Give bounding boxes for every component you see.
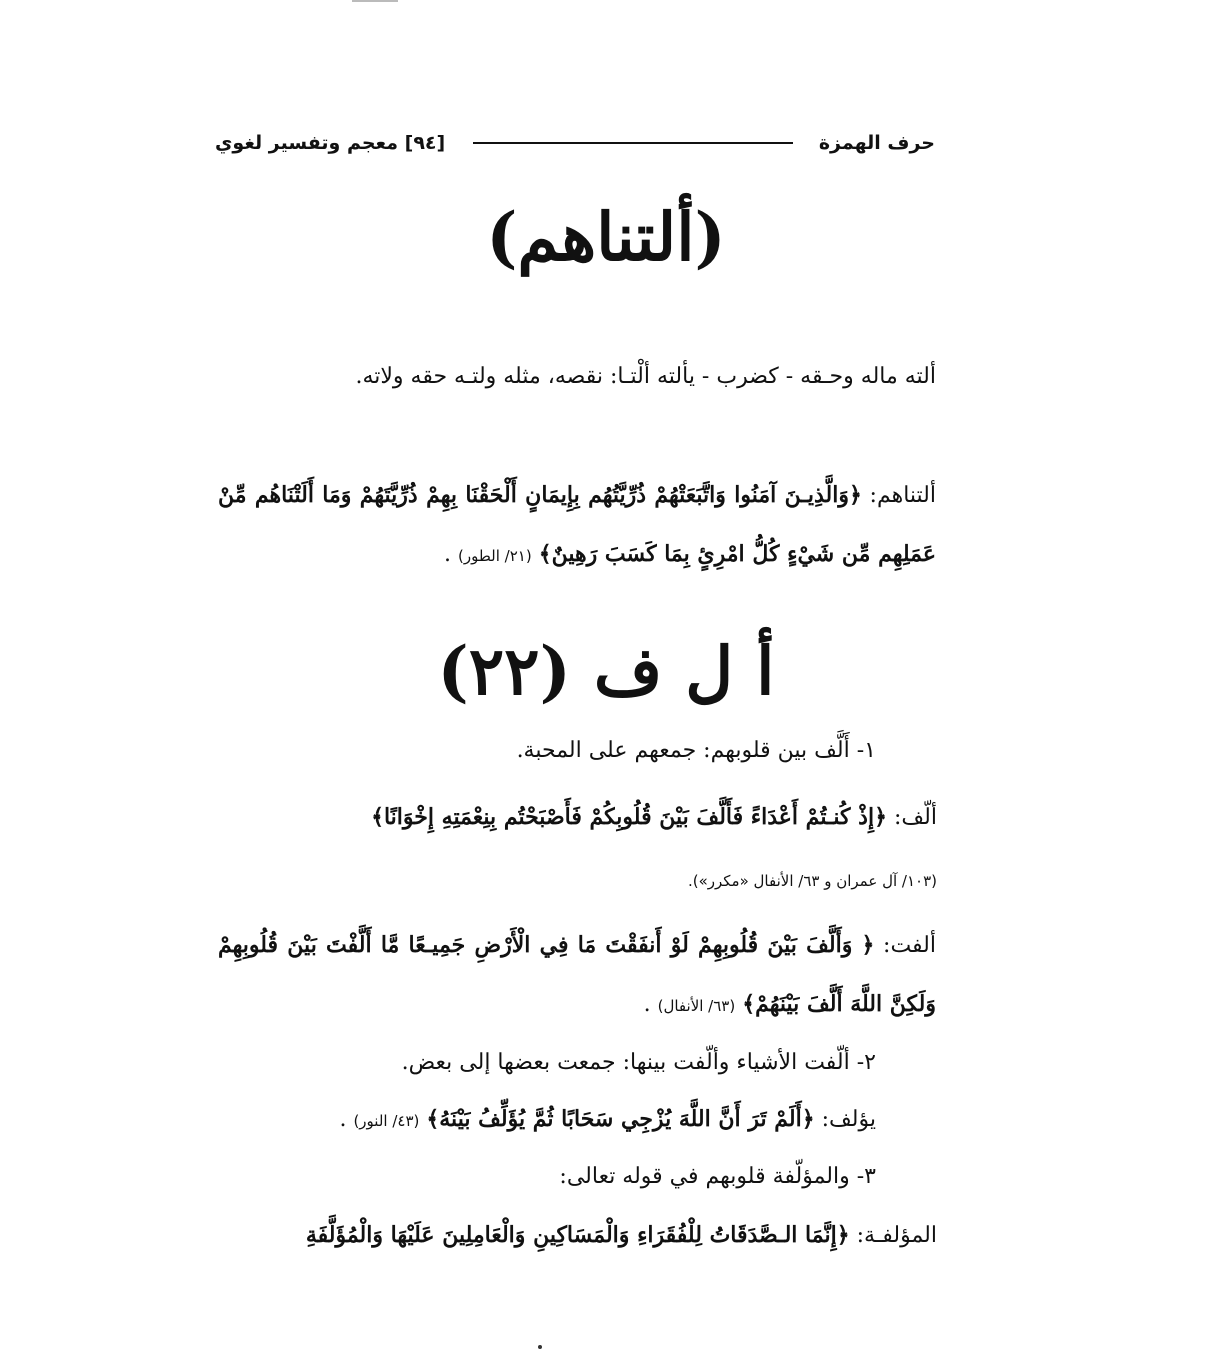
definition-text: ألته ماله وحـقه - كضرب - يألته ألْتـا: نقصه، مثله ولتـه حقه ولاته. xyxy=(355,364,936,389)
quran-quote: ﴿وَالَّذِيـنَ آمَنُوا وَاتَّبَعَتْهُمْ ذُرِّيَّتُهُم بِإِيمَانٍ أَلْحَقْنَا بِهِمْ ذُرِّيَّتَهُمْ وَمَا أَلَتْنَاهُم مِّنْ عَمَلِهِم مِّن شَيْءٍ كُلُّ امْرِئٍ بِمَا كَسَبَ رَهِينٌ﴾ xyxy=(218,482,936,567)
entry-quote xyxy=(218,466,936,585)
sense-1b-text: ﴿ وَأَلَّفَ بَيْنَ قُلُوبِهِمْ لَوْ أَنفَقْتَ مَا فِي الْأَرْضِ جَمِيـعًا مَّا أَلَّفْتَ بَيْنَ قُلُوبِهِمْ وَلَكِنَّ اللَّهَ أَلَّفَ بَيْنَهُمْ﴾ xyxy=(218,932,936,1017)
sense-1: ١- أَلَّف بين قلوبهم: جمعهم على المحبة. xyxy=(516,738,876,763)
running-header xyxy=(215,126,935,160)
sense-2: ٢- ألّفت الأشياء وألّفت بينها: جمعت بعضها إلى بعض. xyxy=(401,1050,876,1075)
sense-2-lead: يؤلف: xyxy=(821,1107,876,1132)
entry-definition xyxy=(218,348,936,406)
entry-title-alf: أ ل ف (٢٢) xyxy=(437,632,775,710)
quote-reference: (٢١/ الطور) xyxy=(457,547,532,565)
sense-2-quote: ﴿أَلَمْ تَرَ أَنَّ اللَّهَ يُزْجِي سَحَابًا ثُمَّ يُؤَلِّفُ بَيْنَهُ﴾ xyxy=(426,1106,815,1132)
quote-end: . xyxy=(443,542,451,567)
section-name: حرف الهمزة xyxy=(818,132,935,154)
scan-dot xyxy=(538,1345,542,1349)
sense-2-end: . xyxy=(339,1107,347,1132)
sense-1-quote-line xyxy=(371,804,937,830)
book-title: [٩٤] معجم وتفسير لغوي xyxy=(215,132,446,154)
sense-3-quote-line xyxy=(306,1222,937,1248)
sense-2-reference: (٤٣/ النور) xyxy=(353,1112,420,1130)
sense-1b-reference: (٦٣/ الأنفال) xyxy=(657,997,736,1015)
sense-1b-lead: ألفت: xyxy=(883,933,936,958)
sense-1-quote: ﴿إِذْ كُنـتُمْ أَعْدَاءً فَأَلَّفَ بَيْنَ قُلُوبِكُمْ فَأَصْبَحْتُم بِنِعْمَتِهِ إِخْوَانًا﴾ xyxy=(371,804,887,830)
header-rule xyxy=(473,142,793,144)
sense-1-reference: (١٠٣/ آل عمران و ٦٣/ الأنفال «مكرر»). xyxy=(687,872,937,890)
quote-lead: ألتناهم: xyxy=(869,483,936,508)
sense-1-lead: ألّف: xyxy=(893,805,937,830)
sense-1b-quote xyxy=(218,916,936,1035)
sense-3: ٣- والمؤلّفة قلوبهم في قوله تعالى: xyxy=(559,1164,876,1189)
sense-3-lead: المؤلفـة: xyxy=(856,1223,937,1248)
scan-artifact xyxy=(352,0,398,2)
entry-title-altanahum: (ألتناهم) xyxy=(486,198,726,276)
sense-3-quote: ﴿إِنَّمَا الـصَّدَقَاتُ لِلْفُقَرَاءِ وَالْمَسَاكِينِ وَالْعَامِلِينَ عَلَيْهَا وَالْمُؤَلَّفَةِ xyxy=(305,1222,850,1248)
sense-2-quote-line xyxy=(339,1106,876,1132)
sense-1b-end: . xyxy=(643,992,651,1017)
